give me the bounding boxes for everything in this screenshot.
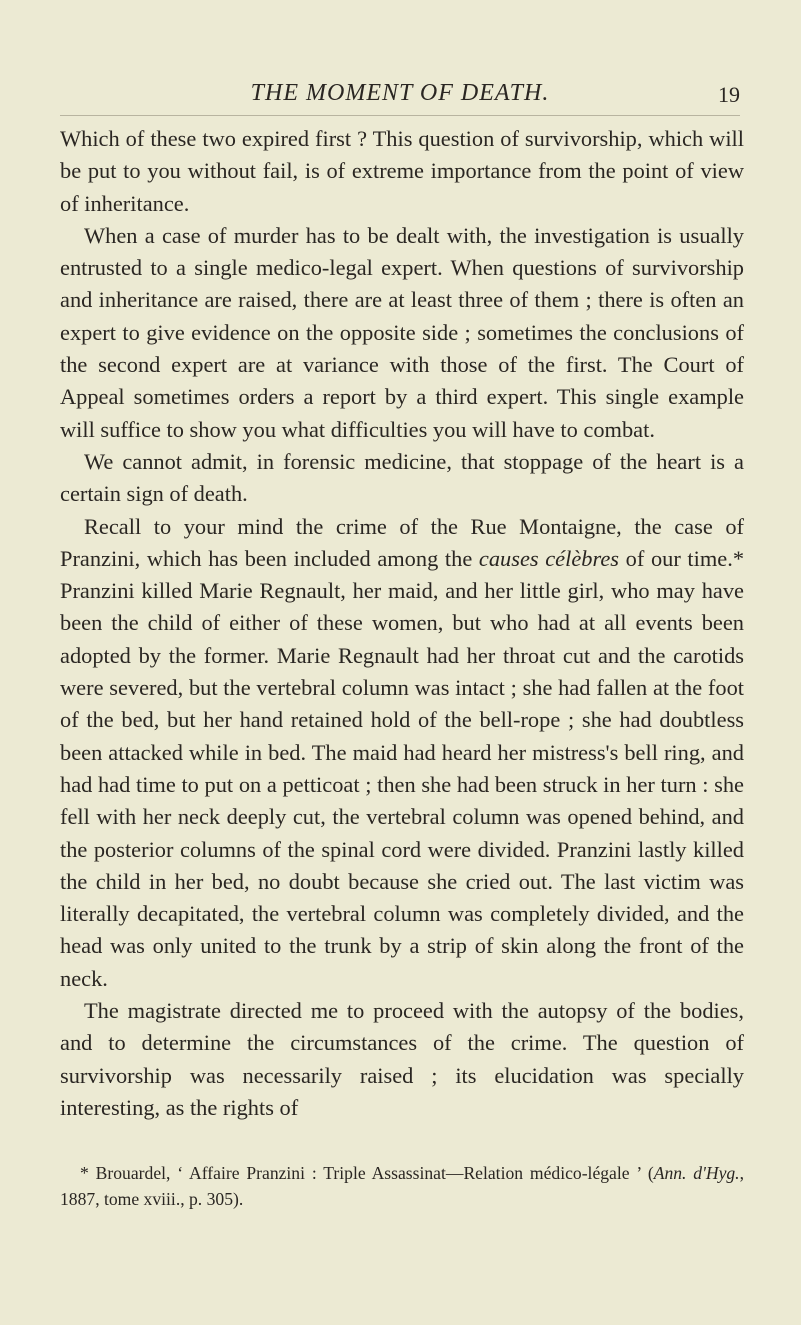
footnote-start: * Brouardel, ‘ Affaire Pranzini : Triple Assassinat—Relation médico-légale ’ ( xyxy=(80,1163,654,1183)
paragraph-4-start: Recall to your mind the crime of the Rue Montaigne, the case of Pranzini, which has been included among the xyxy=(60,513,744,571)
paragraph-1: Which of these two expired first ? This question of survivorship, which will be put to you without fail, is of extreme importance from the point of view of inheritance. xyxy=(60,126,744,216)
running-head xyxy=(60,80,740,110)
footnote xyxy=(60,1160,744,1212)
paragraph-2: When a case of murder has to be dealt with, the investigation is usually entrusted to a single medico-legal expert. When questions of survivorship and inheritance are raised, there are at least three of them ; there is often an expert to give evidence on the opposite side ; sometimes the conclusions of the second expert are at variance with those of the first. The Court of Appeal sometimes orders a report by a third expert. This single example will suffice to show you what difficulties you will have to combat. xyxy=(60,222,744,442)
page-number: 19 xyxy=(718,82,740,107)
paragraph-4 xyxy=(60,511,744,995)
footnote-end: , 1887, tome xviii., p. 305). xyxy=(60,1163,744,1209)
paragraph-5: The magistrate directed me to proceed with the autopsy of the bodies, and to determine the circumstances of the crime. The question of survivorship was necessarily raised ; its elucidation was specially interesting, as the rights of xyxy=(60,998,744,1120)
footnote-text xyxy=(60,1160,744,1212)
paragraph-3: We cannot admit, in forensic medicine, that stoppage of the heart is a certain sign of death. xyxy=(60,448,744,507)
paragraph-4-rest: of our time.* Pranzini killed Marie Regnault, her maid, and her little girl, who may have been the child of either of these women, but who had at all events been adopted by the former. Marie Regnault had her throat cut and the carotids were severed, but the vertebral column was intact ; she had fallen at the foot of the bed, but her hand retained hold of the bell-rope ; she had doubtless been attacked while in bed. The maid had heard her mistress's bell ring, and had had time to put on a petticoat ; then she had been struck in her turn : she fell with her neck deeply cut, the vertebral column was opened behind, and the posterior columns of the spinal cord were divided. Pranzini lastly killed the child in her bed, no doubt because she cried out. The last victim was literally decapitated, the vertebral column was completely divided, and the head was only united to the trunk by a strip of skin along the front of the neck. xyxy=(60,545,745,991)
body-text xyxy=(60,123,744,1124)
footnote-journal: Ann. d'Hyg. xyxy=(653,1163,740,1183)
header-rule xyxy=(60,115,740,116)
italic-phrase: causes célèbres xyxy=(478,545,620,571)
running-title: THE MOMENT OF DEATH. xyxy=(250,80,550,106)
